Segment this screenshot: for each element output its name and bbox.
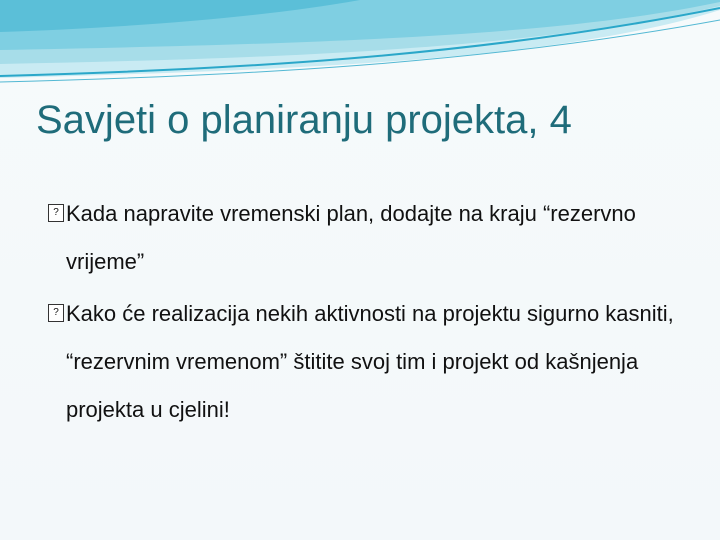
missing-glyph-icon: ?: [48, 304, 64, 322]
bullet-item: [48, 290, 716, 434]
bullet-list: [48, 190, 716, 438]
header-wave-decoration: [0, 0, 720, 90]
bullet-item: [48, 190, 716, 286]
missing-glyph-icon: ?: [48, 204, 64, 222]
slide-title: Savjeti o planiranju projekta, 4: [36, 98, 572, 142]
bullet-text: Kako će realizacija nekih aktivnosti na projektu sigurno kasniti, “rezervnim vremenom” štitite svoj tim i projekt od kašnjenja projekta u cjelini!: [66, 301, 674, 422]
bullet-text: Kada napravite vremenski plan, dodajte na kraju “rezervno vrijeme”: [66, 201, 636, 274]
